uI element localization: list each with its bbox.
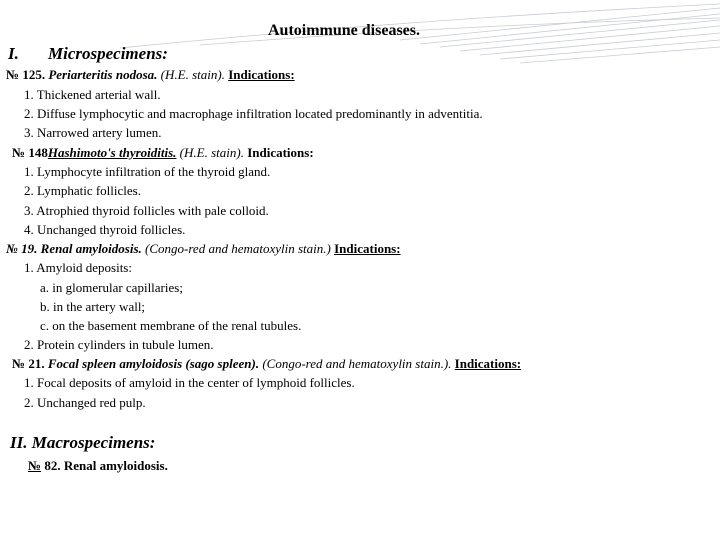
section-number: I. (8, 44, 19, 63)
macrospecimen-item (28, 458, 168, 474)
indication-item: 1. Lymphocyte infiltration of the thyroid gland. (24, 164, 271, 179)
indication-item: 4. Unchanged thyroid follicles. (24, 222, 186, 237)
indications-label: Indications: (454, 356, 522, 371)
specimen-stain: (Congo-red and hematoxylin stain.). (259, 356, 452, 371)
indication-item: 1. Thickened arterial wall. (24, 87, 161, 102)
specimen-header (12, 356, 521, 372)
specimen-number: № 125. (6, 67, 46, 82)
indication-item: 2. Unchanged red pulp. (24, 395, 146, 410)
indications-label: Indications: (247, 145, 314, 160)
section-heading-microspecimens (8, 44, 168, 64)
macrospecimen-text: 82. Renal amyloidosis. (41, 458, 168, 473)
specimen-number: № 148 (12, 145, 48, 160)
indication-subitem: b. in the artery wall; (40, 299, 146, 314)
indication-subitem: a. in glomerular capillaries; (40, 280, 183, 295)
specimen-stain: (H.E. stain). (157, 67, 225, 82)
indications-label: Indications: (228, 67, 295, 82)
specimen-stain: (H.E. stain). (176, 145, 244, 160)
section-heading-macrospecimens: II. Macrospecimens: (10, 433, 156, 452)
indication-item: 3. Narrowed artery lumen. (24, 125, 162, 140)
indication-item: 2. Lymphatic follicles. (24, 183, 141, 198)
indications-label: Indications: (334, 241, 401, 256)
specimen-number: № 19. (6, 241, 38, 256)
indication-item: 1. Amyloid deposits: (24, 260, 132, 275)
specimen-header (12, 145, 314, 161)
indication-item: 2. Diffuse lymphocytic and macrophage infiltration located predominantly in adventitia. (24, 106, 483, 121)
specimen-header (6, 241, 401, 257)
specimen-header (6, 67, 295, 83)
page-title: Autoimmune diseases. (268, 22, 421, 39)
indication-item: 2. Protein cylinders in tubule lumen. (24, 337, 214, 352)
specimen-name: Renal amyloidosis. (40, 241, 142, 256)
specimen-name: Hashimoto's thyroiditis. (47, 145, 177, 160)
indication-item: 3. Atrophied thyroid follicles with pale colloid. (24, 203, 269, 218)
indication-item: 1. Focal deposits of amyloid in the center of lymphoid follicles. (24, 375, 355, 390)
specimen-number: № 21. (12, 356, 45, 371)
section-heading-text: Microspecimens: (48, 44, 168, 63)
specimen-stain: (Congo-red and hematoxylin stain.) (141, 241, 331, 256)
indication-subitem: c. on the basement membrane of the renal tubules. (40, 318, 302, 333)
specimen-name: Periarteritis nodosa. (48, 67, 158, 82)
specimen-name: Focal spleen amyloidosis (sago spleen). (47, 356, 260, 371)
macrospecimen-number-sign: № (28, 458, 42, 473)
